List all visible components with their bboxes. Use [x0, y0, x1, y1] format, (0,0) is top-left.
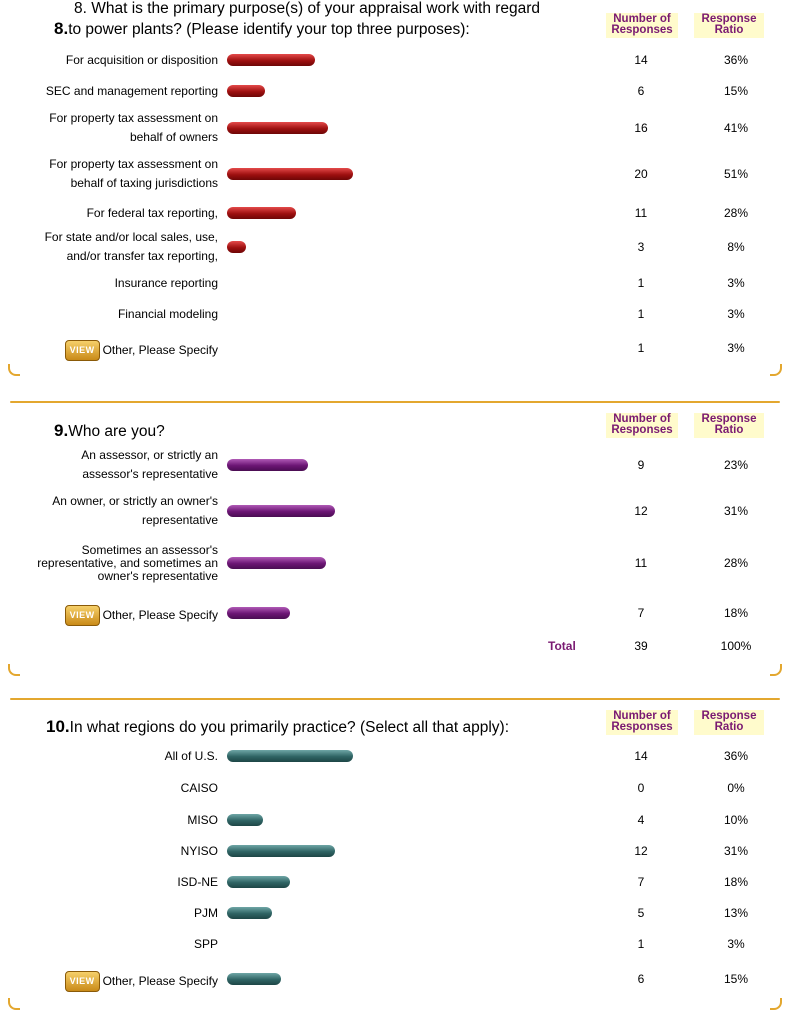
q10-top-divider	[10, 698, 780, 700]
q10-count-value: 12	[634, 844, 648, 858]
q10-bar	[227, 907, 272, 919]
q10-count-value: 5	[637, 906, 645, 920]
q8-category-text: For state and/or local sales, use, and/or transfer tax reporting,	[44, 230, 218, 263]
q9-bar	[227, 459, 308, 471]
q8-category-text: Other, Please Specify	[102, 342, 218, 357]
q10-bar	[227, 845, 335, 857]
q8-bar	[227, 168, 353, 180]
q9-row-label	[37, 544, 218, 583]
q8-bar	[227, 241, 246, 253]
q8-title-line1: 8. What is the primary purpose(s) of your appraisal work with regard	[74, 0, 541, 17]
q8-bar	[227, 207, 296, 219]
q8-bar	[227, 122, 328, 134]
q10-count-value: 14	[634, 749, 648, 763]
q9-title-container	[54, 422, 165, 441]
q8-count-value: 1	[637, 276, 645, 290]
q8-corner-right	[770, 364, 782, 376]
q8-corner-left	[8, 364, 20, 376]
q10-bar	[227, 750, 353, 762]
q9-bar	[227, 607, 290, 619]
q8-category-text: For federal tax reporting,	[86, 205, 218, 220]
q10-corner-left	[8, 998, 20, 1010]
q8-row-label	[87, 205, 218, 222]
q9-count-value: 7	[637, 606, 645, 620]
q8-ratio-value: 15%	[723, 84, 749, 98]
q8-row-label	[45, 228, 218, 266]
q9-corner-left	[8, 664, 20, 676]
q8-ratio-value: 41%	[723, 121, 749, 135]
q8-count-value: 3	[637, 240, 645, 254]
q9-ratio-value: 18%	[723, 606, 749, 620]
q8-ratio-value: 3%	[727, 341, 745, 355]
q9-top-divider	[10, 401, 780, 403]
q8-ratio-value: 8%	[727, 240, 745, 254]
q8-category-text: For property tax assessment on behalf of taxing jurisdictions	[49, 157, 218, 190]
q9-ratio-value: 23%	[723, 458, 749, 472]
q8-category-text: SEC and management reporting	[45, 83, 218, 98]
q10-ratio-value: 10%	[723, 813, 749, 827]
q8-count-value: 1	[637, 341, 645, 355]
q8-ratio-value: 51%	[723, 167, 749, 181]
q9-ratio-header: Response Ratio	[694, 413, 764, 438]
q10-count-header: Number of Responses	[606, 710, 678, 735]
q10-row-label	[177, 874, 218, 891]
q9-category-text: An owner, or strictly an owner's representative	[52, 494, 218, 527]
q8-count-value: 11	[634, 206, 648, 220]
q9-count-value: 9	[637, 458, 645, 472]
q10-category-text: NYISO	[180, 843, 218, 858]
q8-row-label	[49, 109, 218, 147]
q8-count-header: Number of Responses	[606, 13, 678, 38]
q8-number: 8.	[54, 19, 69, 38]
q8-bar	[227, 85, 265, 97]
q8-row-label	[46, 83, 218, 100]
q9-category-text: Other, Please Specify	[102, 607, 218, 622]
q10-category-text: ISD-NE	[177, 874, 218, 889]
q9-title: Who are you?	[68, 423, 165, 440]
q9-bar	[227, 505, 335, 517]
q8-count-value: 1	[637, 307, 645, 321]
q10-corner-right	[770, 998, 782, 1010]
q10-title-container	[46, 718, 509, 737]
q9-total-label: Total	[548, 639, 576, 653]
q8-category-text: For acquisition or disposition	[65, 52, 218, 67]
q8-row-label	[65, 340, 218, 361]
q8-ratio-value: 28%	[723, 206, 749, 220]
q10-ratio-value: 18%	[723, 875, 749, 889]
q8-title-line2-container	[54, 20, 470, 39]
q9-row-label	[52, 492, 218, 530]
q8-row-label	[118, 306, 218, 323]
q10-category-text: MISO	[187, 812, 218, 827]
q10-ratio-value: 0%	[727, 781, 745, 795]
q8-ratio-value: 36%	[723, 53, 749, 67]
q8-ratio-value: 3%	[727, 276, 745, 290]
q8-view-button[interactable]: VIEW	[65, 340, 100, 361]
q9-count-header: Number of Responses	[606, 413, 678, 438]
q9-category-text: An assessor, or strictly an assessor's representative	[81, 448, 218, 481]
q10-bar	[227, 814, 263, 826]
q9-count-value: 12	[634, 504, 648, 518]
q9-view-button[interactable]: VIEW	[65, 605, 100, 626]
q8-row-label	[49, 155, 218, 193]
q8-row-label	[66, 52, 218, 69]
q9-ratio-value: 31%	[723, 504, 749, 518]
q10-row-label	[165, 748, 218, 765]
q10-ratio-value: 3%	[727, 937, 745, 951]
q10-ratio-value: 13%	[723, 906, 749, 920]
q10-bar	[227, 876, 290, 888]
q10-row-label	[181, 843, 218, 860]
q9-ratio-value: 28%	[723, 556, 749, 570]
q8-count-value: 14	[634, 53, 648, 67]
q8-count-value: 20	[634, 167, 648, 181]
q10-title: In what regions do you primarily practice? (Select all that apply):	[69, 719, 510, 736]
q9-bar	[227, 557, 326, 569]
q9-total-ratio: 100%	[720, 639, 752, 653]
q10-category-text: SPP	[193, 936, 218, 951]
q10-category-text: All of U.S.	[164, 748, 218, 763]
q9-total-count: 39	[634, 639, 648, 653]
q10-count-value: 6	[637, 972, 645, 986]
q8-ratio-header: Response Ratio	[694, 13, 764, 38]
q10-bar	[227, 973, 281, 985]
q9-row-label	[81, 446, 218, 484]
q10-row-label	[181, 780, 218, 797]
q10-category-text: CAISO	[180, 780, 218, 795]
q8-category-text: For property tax assessment on behalf of owners	[49, 111, 218, 144]
q8-ratio-value: 3%	[727, 307, 745, 321]
q10-number: 10.	[46, 717, 70, 736]
q8-title-line2: to power plants? (Please identify your top three purposes):	[68, 21, 470, 38]
q9-row-label	[65, 605, 218, 626]
q10-row-label	[187, 812, 218, 829]
q10-count-value: 0	[637, 781, 645, 795]
q8-count-value: 16	[634, 121, 648, 135]
q9-category-text: Sometimes an assessor's representative, and sometimes an owner's representative	[37, 542, 218, 583]
q10-row-label	[194, 905, 218, 922]
q8-count-value: 6	[637, 84, 645, 98]
q9-count-value: 11	[634, 556, 648, 570]
q10-ratio-header: Response Ratio	[694, 710, 764, 735]
q10-count-value: 7	[637, 875, 645, 889]
q10-category-text: PJM	[194, 905, 218, 920]
q10-ratio-value: 15%	[723, 972, 749, 986]
q10-count-value: 1	[637, 937, 645, 951]
q8-row-label	[115, 275, 218, 292]
q10-view-button[interactable]: VIEW	[65, 971, 100, 992]
q9-corner-right	[770, 664, 782, 676]
q8-category-text: Insurance reporting	[114, 275, 218, 290]
q8-bar	[227, 54, 315, 66]
q10-count-value: 4	[637, 813, 645, 827]
q9-number: 9.	[54, 421, 69, 440]
q10-category-text: Other, Please Specify	[102, 973, 218, 988]
q10-ratio-value: 36%	[723, 749, 749, 763]
q10-ratio-value: 31%	[723, 844, 749, 858]
q8-category-text: Financial modeling	[117, 306, 218, 321]
q10-row-label	[65, 971, 218, 992]
q10-row-label	[194, 936, 218, 953]
